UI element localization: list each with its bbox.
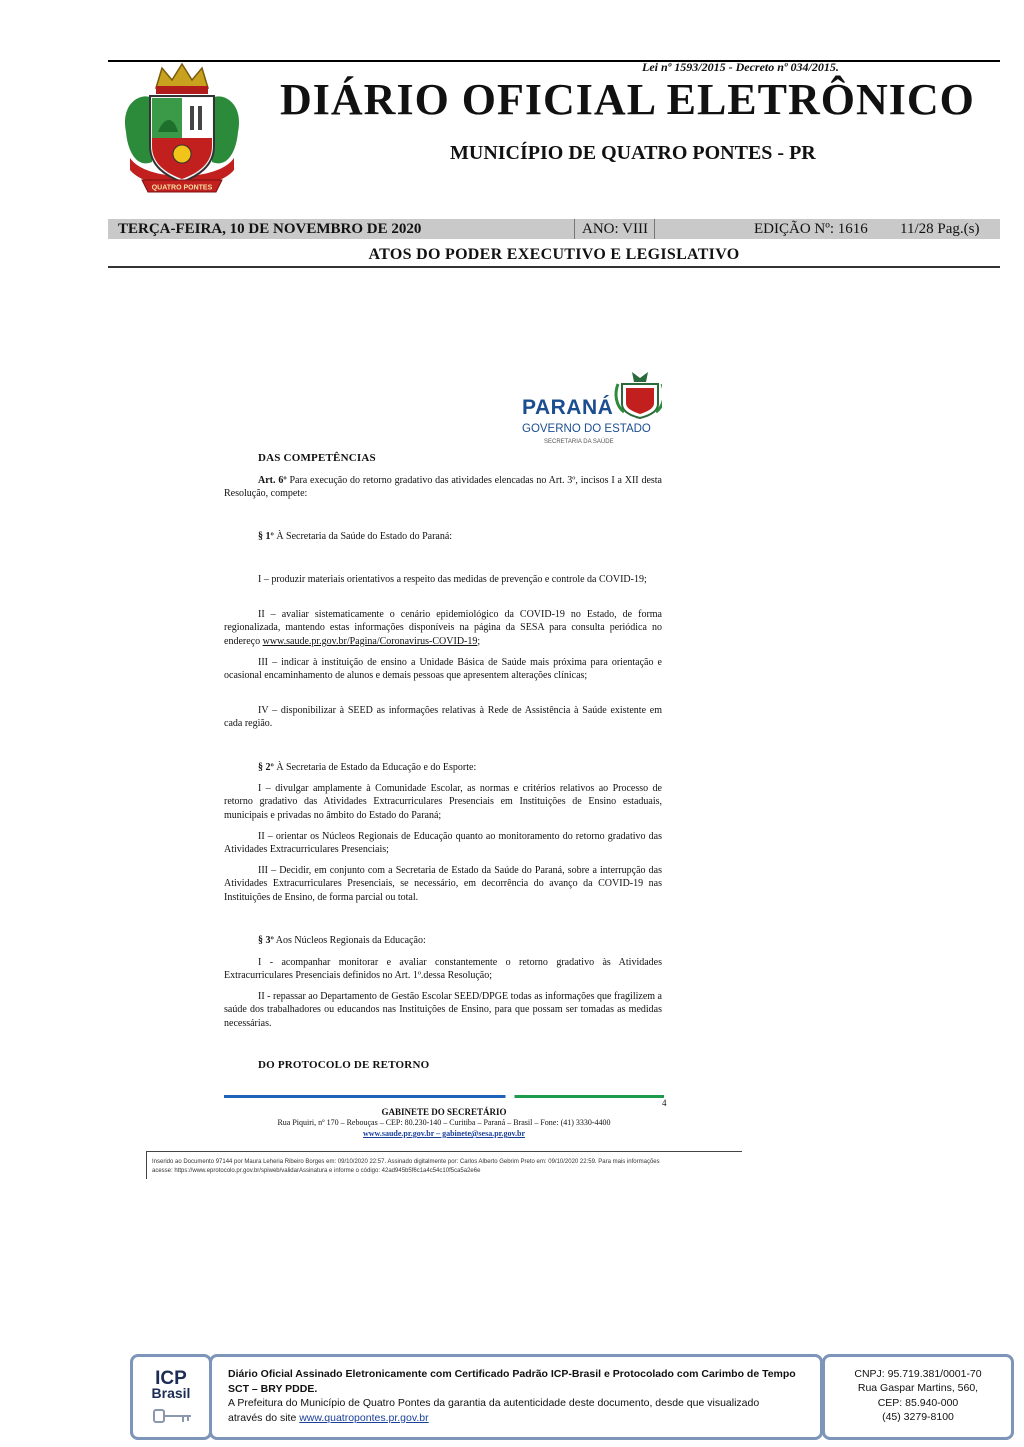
article-6 <box>224 474 662 501</box>
edition-year: ANO: VIII <box>582 221 648 237</box>
info-separator <box>574 219 575 239</box>
gabinete-links[interactable]: www.saude.pr.gov.br – gabinete@sesa.pr.gov.br <box>362 1129 526 1138</box>
document-footer-rule <box>224 1095 664 1098</box>
paragraph-1-label: § 1º <box>258 531 274 542</box>
certificate-line4-prefix: através do site <box>228 1411 300 1424</box>
edition-pages: 11/28 Pag.(s) <box>900 221 980 237</box>
parana-logo-text: PARANÁ <box>522 396 614 419</box>
info-separator <box>654 219 655 239</box>
signature-stamp-line2: acesse: https://www.eprotocolo.pr.gov.br/spiweb/validarAssinatura e informe o código: 42ad945b5f6c1a4c54c10f5ca5a2e6e <box>152 1168 481 1174</box>
paragraph-1 <box>224 530 662 543</box>
paragraph-3-item-i: I - acompanhar monitorar e avaliar constantemente o retorno gradativo às Atividades Extracurriculares Presenciais definidos no Art. 1º.dessa Resolução; <box>224 957 662 982</box>
paragraph-1-text: À Secretaria da Saúde do Estado do Paraná: <box>273 531 453 542</box>
postal-code: CEP: 85.940-000 <box>877 1396 959 1409</box>
paragraph-1-item-iv: IV – disponibilizar à SEED as informações relativas à Rede de Assistência à Saúde existente em cada região. <box>224 705 662 730</box>
paragraph-1-item-i: I – produzir materiais orientativos a respeito das medidas de prevenção e controle da COVID-19; <box>258 574 647 585</box>
certificate-line2: SCT – BRY PDDE. <box>228 1382 318 1395</box>
certificate-line3: A Prefeitura do Município de Quatro Pontes da garantia da autenticidade deste documento, desde que visualizado <box>228 1397 760 1410</box>
heading-competencias: DAS COMPETÊNCIAS <box>258 452 376 464</box>
key-icon <box>153 1407 193 1425</box>
street-address: Rua Gaspar Martins, 560, <box>857 1382 979 1395</box>
paragraph-1-item-iii: III – indicar à instituição de ensino a Unidade Básica de Saúde mais próxima para orientação e ocasional encaminhamento de alunos e demais pessoas que apresentem alterações clínicas; <box>224 657 662 682</box>
paragraph-2 <box>224 761 662 774</box>
certificate-line1: Diário Oficial Assinado Eletronicamente com Certificado Padrão ICP-Brasil e Protocolado com Carimbo de Tempo <box>228 1368 796 1380</box>
paragraph-2-item-ii: II – orientar os Núcleos Regionais de Educação quanto ao monitoramento do retorno gradativo das Atividades Extracurriculares Presenciais; <box>224 831 662 856</box>
article-6-text: Para execução do retorno gradativo das atividades elencadas no Art. 3º, incisos I a XII desta Resolução, compete: <box>224 475 662 500</box>
coat-of-arms-icon <box>116 62 248 198</box>
signature-stamp-line1: Inserido ao Documento 97144 por Maura Leheria Ribeiro Borges em: 09/10/2020 22:57. Assinado digitalmente por: Carlos Alberto Gebrim Preto em: 09/10/2020 22:59. Para mais informações <box>152 1159 660 1165</box>
certificate-notice <box>228 1367 818 1425</box>
signature-stamp-rule-vertical <box>146 1151 147 1179</box>
cnpj-number: CNPJ: 95.719.381/0001-70 <box>854 1368 982 1380</box>
coat-banner-text: QUATRO PONTES <box>151 184 213 192</box>
parana-government-logo <box>520 370 662 446</box>
icp-logo-line2: Brasil <box>151 1385 191 1401</box>
paragraph-2-text: À Secretaria de Estado da Educação e do Esporte: <box>273 762 477 773</box>
section-rule <box>108 266 1000 268</box>
paragraph-2-label: § 2º <box>258 762 274 773</box>
gabinete-address: Rua Piquiri, nº 170 – Rebouças – CEP: 80.230-140 – Curitiba – Paraná – Brasil – Fone: (41) 3330-4400 <box>277 1118 611 1127</box>
signature-stamp-rule <box>146 1151 742 1152</box>
heading-protocolo: DO PROTOCOLO DE RETORNO <box>258 1059 430 1071</box>
gazette-title: DIÁRIO OFICIAL ELETRÔNICO <box>280 75 975 124</box>
contact-info-box <box>822 1354 1014 1440</box>
icp-brasil-box <box>130 1354 212 1440</box>
municipality-subtitle: MUNICÍPIO DE QUATRO PONTES - PR <box>450 142 816 164</box>
paragraph-2-item-iii: III – Decidir, em conjunto com a Secretaria de Estado da Saúde do Paraná, sobre a interrupção das Atividades Extracurriculares Presenciais, se necessário, em decorrência do avanço da COVID-19 nas Instituições de Ensino, de forma parcial ou total. <box>224 865 662 903</box>
paragraph-3-label: § 3º <box>258 935 274 946</box>
certificate-notice-box <box>209 1354 823 1440</box>
edition-date: TERÇA-FEIRA, 10 DE NOVEMBRO DE 2020 <box>118 221 422 237</box>
paragraph-3-item-ii: II - repassar ao Departamento de Gestão Escolar SEED/DPGE todas as informações que fragilizem a saúde dos trabalhadores ou educandos nas Instituições de Ensino, para que possam ser tomadas as medidas necessárias. <box>224 991 662 1029</box>
municipality-website-link[interactable]: www.quatropontes.pr.gov.br <box>299 1411 429 1424</box>
edition-number: EDIÇÃO Nº: 1616 <box>754 221 868 237</box>
document-page-number: 4 <box>662 1098 667 1108</box>
icp-brasil-logo <box>133 1368 209 1401</box>
phone-number: (45) 3279-8100 <box>882 1411 954 1424</box>
article-6-label: Art. 6º <box>258 475 287 486</box>
gov-logo-line2: SECRETARIA DA SAÚDE <box>544 439 614 445</box>
paragraph-1-item-ii-text: II – avaliar sistematicamente o cenário epidemiológico da COVID-19 no Estado, de forma regionalizada, mantendo estas informações disponíveis na página da SESA para consulta periódica no endereço <box>224 609 662 647</box>
gov-logo-line1: GOVERNO DO ESTADO <box>522 423 651 435</box>
gabinete-title: GABINETE DO SECRETÁRIO <box>381 1107 507 1117</box>
section-title: ATOS DO PODER EXECUTIVO E LEGISLATIVO <box>368 246 740 263</box>
icp-logo-line1: ICP <box>155 1368 187 1389</box>
paragraph-1-item-ii-end: ; <box>477 635 481 647</box>
paragraph-1-item-ii <box>224 608 662 648</box>
law-reference: Lei nº 1593/2015 - Decreto nº 034/2015. <box>642 60 839 74</box>
paragraph-3-text: Aos Núcleos Regionais da Educação: <box>273 935 426 946</box>
paragraph-3 <box>224 934 662 947</box>
certificate-line4 <box>228 1411 818 1426</box>
edition-info-bar <box>108 219 1000 239</box>
paragraph-2-item-i: I – divulgar amplamente à Comunidade Escolar, as normas e critérios relativos ao Processo de retorno gradativo das Atividades Extracurriculares Presenciais em Instituições de Ensino estaduais, municipais e privadas no âmbito do Estado do Paraná; <box>224 783 662 821</box>
contact-info <box>825 1367 1011 1425</box>
covid-page-link[interactable]: www.saude.pr.gov.br/Pagina/Coronavirus-COVID-19 <box>262 635 478 647</box>
